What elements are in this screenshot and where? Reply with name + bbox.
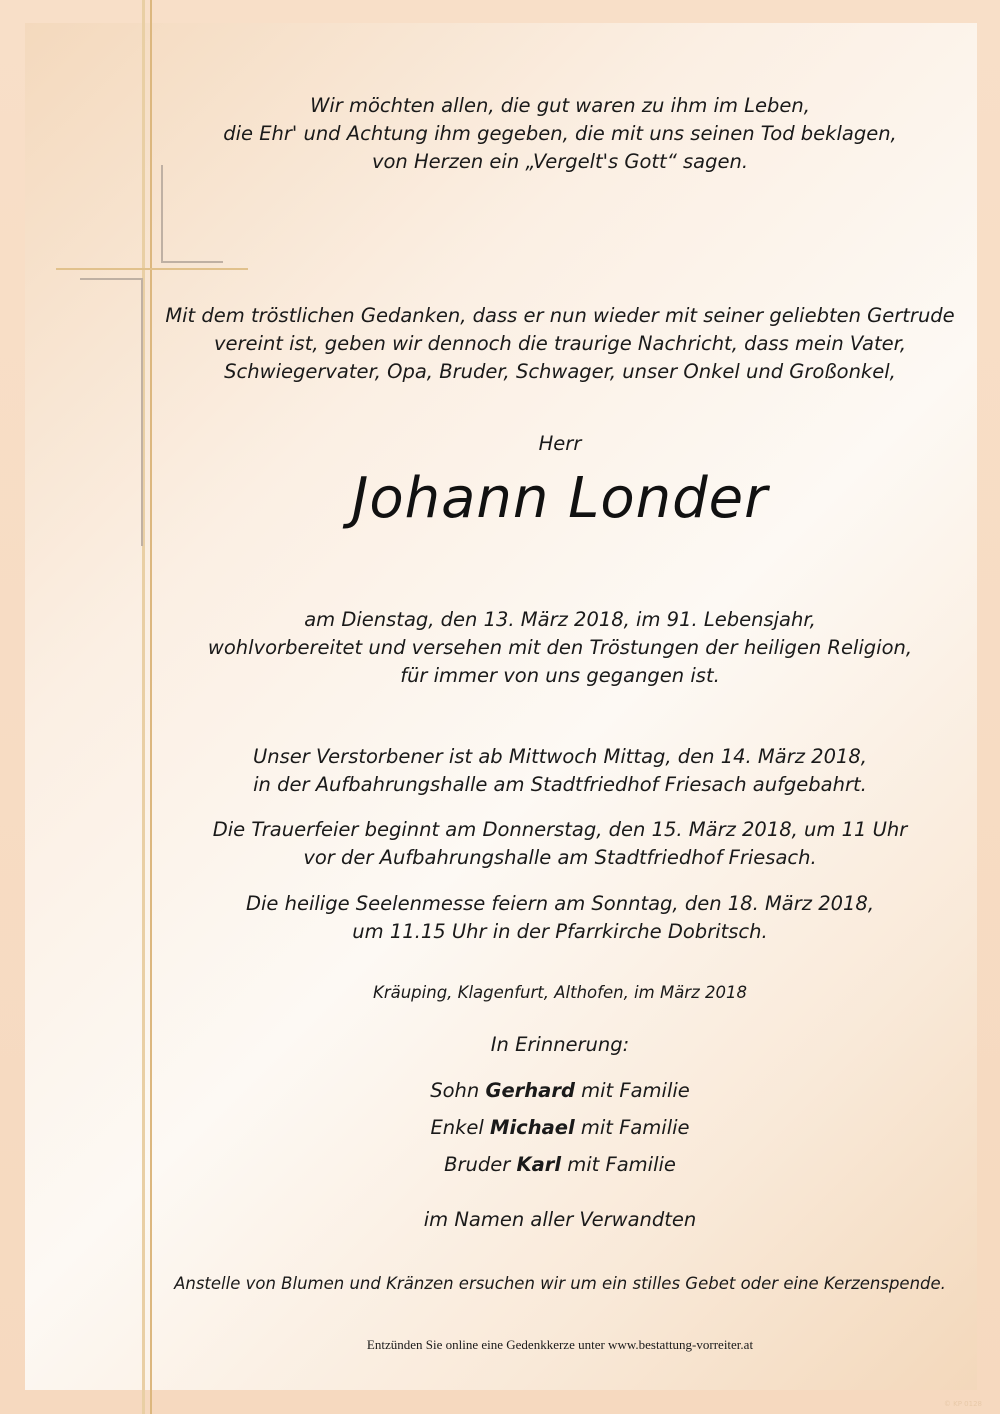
viewing-line: Unser Verstorbener ist ab Mittwoch Mittag, den 14. März 2018,: [252, 745, 867, 768]
mourner-relation: Enkel: [430, 1116, 484, 1139]
mass-info: [120, 890, 1000, 946]
intro-line: Mit dem tröstlichen Gedanken, dass er nun wieder mit seiner geliebten Gertrude: [165, 304, 955, 327]
mourner-suffix: mit Familie: [581, 1079, 690, 1102]
death-notice-line: am Dienstag, den 13. März 2018, im 91. Lebensjahr,: [304, 608, 816, 631]
ceremony-line: vor der Aufbahrungshalle am Stadtfriedhof Friesach.: [303, 846, 817, 869]
viewing-line: in der Aufbahrungshalle am Stadtfriedhof Friesach aufgebahrt.: [253, 773, 867, 796]
viewing-info: [120, 743, 1000, 799]
mourner-suffix: mit Familie: [567, 1153, 676, 1176]
death-notice-line: wohlvorbereitet und versehen mit den Tröstungen der heiligen Religion,: [207, 636, 913, 659]
mourner-entry: [120, 1151, 1000, 1179]
mass-line: um 11.15 Uhr in der Pfarrkirche Dobritsch.: [352, 920, 768, 943]
ceremony-line: Die Trauerfeier beginnt am Donnerstag, den 15. März 2018, um 11 Uhr: [212, 818, 908, 841]
intro-text: [120, 302, 1000, 386]
death-notice-line: für immer von uns gegangen ist.: [400, 664, 720, 687]
mourner-relation: Sohn: [430, 1079, 480, 1102]
death-notice: [120, 606, 1000, 690]
mourner-suffix: mit Familie: [580, 1116, 690, 1139]
salutation: Herr: [538, 432, 582, 455]
ceremony-info: [120, 816, 1000, 872]
verse: [120, 92, 1000, 176]
corner-code: © KP 0128: [943, 1400, 982, 1408]
mourner-relation: Bruder: [444, 1153, 511, 1176]
footer-note: Entzünden Sie online eine Gedenkkerze unter www.bestattung-vorreiter.at: [366, 1337, 754, 1352]
mourner-name: Michael: [490, 1116, 575, 1139]
mass-line: Die heilige Seelenmesse feiern am Sonntag, den 18. März 2018,: [245, 892, 875, 915]
cross-vertical-gold-2: [150, 0, 152, 1414]
mourner-name: Karl: [516, 1153, 562, 1176]
cross-vertical-gold-1: [142, 0, 145, 1414]
memory-heading: In Erinnerung:: [490, 1033, 630, 1056]
place-date: Kräuping, Klagenfurt, Althofen, im März 2018: [373, 983, 747, 1002]
cross-vertical-grey-top: [161, 165, 163, 263]
mourner-name: Gerhard: [485, 1079, 575, 1102]
deceased-name: Johann Londer: [351, 466, 769, 531]
verse-line: die Ehr' und Achtung ihm gegeben, die mit uns seinen Tod beklagen,: [223, 122, 897, 145]
cross-horizontal-grey-left: [80, 278, 142, 280]
verse-line: Wir möchten allen, die gut waren zu ihm im Leben,: [310, 94, 810, 117]
verse-line: von Herzen ein „Vergelt's Gott“ sagen.: [371, 150, 749, 173]
intro-line: vereint ist, geben wir dennoch die traurige Nachricht, dass mein Vater,: [213, 332, 907, 355]
intro-line: Schwiegervater, Opa, Bruder, Schwager, unser Onkel und Großonkel,: [224, 360, 896, 383]
mourner-entry: [120, 1077, 1000, 1105]
donation-request: Anstelle von Blumen und Kränzen ersuchen wir um ein stilles Gebet oder eine Kerzenspende.: [174, 1274, 946, 1293]
relatives-line: im Namen aller Verwandten: [423, 1208, 697, 1231]
cross-horizontal-gold: [56, 268, 248, 270]
card-background: [25, 23, 977, 1390]
mourner-entry: [120, 1114, 1000, 1142]
cross-horizontal-grey-right: [161, 261, 223, 263]
